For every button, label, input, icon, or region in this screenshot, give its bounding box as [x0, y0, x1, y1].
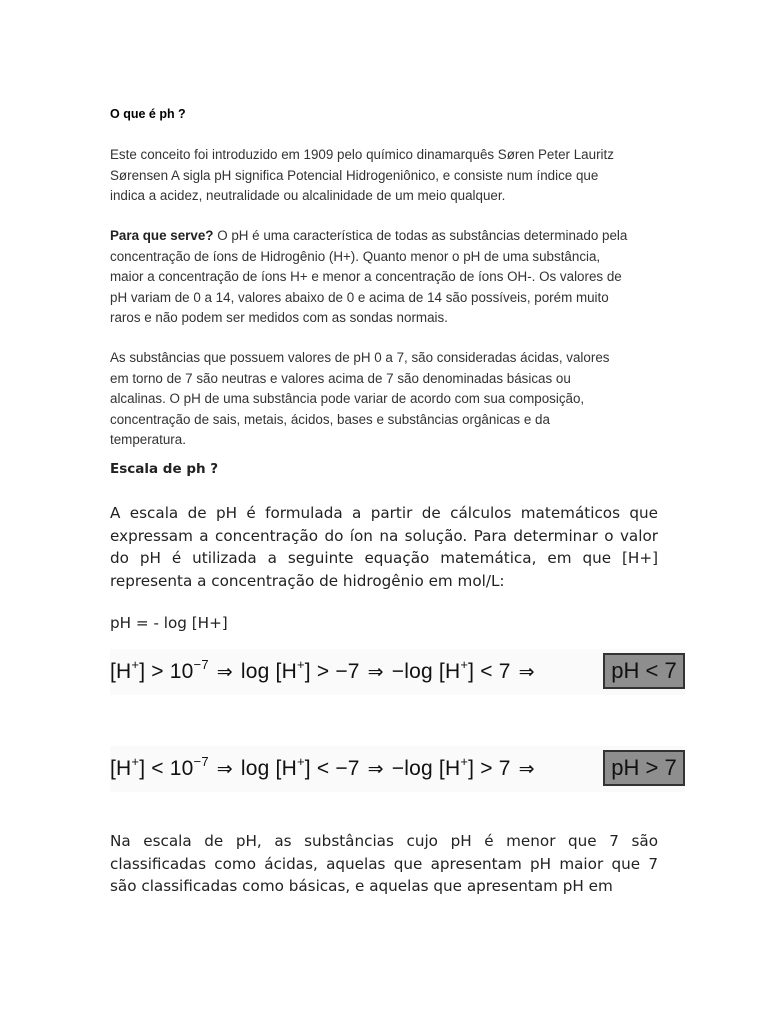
- implies-arrow: ⇒: [216, 662, 233, 683]
- text-line: em torno de 7 são neutras e valores acima de 7 são denominadas básicas ou: [110, 370, 571, 386]
- formula-base: [110, 746, 685, 792]
- implies-arrow: ⇒: [367, 662, 384, 683]
- text-line: Este conceito foi introduzido em 1909 pelo químico dinamarquês Søren Peter Lauritz: [110, 147, 614, 162]
- text-line: O pH é uma característica de todas as substâncias determinado pela: [213, 228, 628, 243]
- formula-expression: $[H^+] < 10^{-7}$ ⇒ log [H+] < −7 ⇒ −log [H+] > 7 ⇒: [110, 754, 535, 780]
- text-line: alcalinas. O pH de uma substância pode variar de acordo com sua composição,: [110, 391, 585, 406]
- text-line: indica a acidez, neutralidade ou alcalinidade de um meio qualquer.: [110, 188, 506, 203]
- formula-acid: [110, 649, 685, 695]
- text-line: concentração de íons de Hidrogênio (H+). Quanto menor o pH de uma substância,: [110, 248, 601, 264]
- text-line: raros e não podem ser medidos com as sondas normais.: [110, 310, 448, 325]
- text-line: pH variam de 0 a 14, valores abaixo de 0 e acima de 14 são possíveis, porém muito: [110, 289, 609, 305]
- section-title-what-is-ph: O que é ph ?: [110, 107, 186, 121]
- implies-arrow: ⇒: [216, 759, 233, 780]
- ph-equation: pH = - log [H+]: [110, 614, 228, 632]
- text-line: maior a concentração de íons H+ e menor a concentração de íons OH-. Os valores de: [110, 269, 622, 284]
- result-box-base: pH > 7: [603, 750, 685, 786]
- text-line: temperatura.: [110, 432, 186, 447]
- classification-paragraph: Na escala de pH, as substâncias cujo pH é menor que 7 são classificadas como ácidas, aquelas que apresentam pH maior que 7 são classificadas como básicas, e aquelas que apresentam pH em: [110, 832, 658, 895]
- implies-arrow: ⇒: [518, 759, 535, 780]
- section-title-ph-scale: Escala de ph ?: [110, 461, 219, 477]
- text-line: As substâncias que possuem valores de pH 0 a 7, são consideradas ácidas, valores: [110, 350, 610, 365]
- scale-paragraph: A escala de pH é formulada a partir de cálculos matemáticos que expressam a concentração do íon na solução. Para determinar o valor do pH é utilizada a seguinte equação matemática, em que [H+] representa a concentração de hidrogênio em mol/L:: [110, 504, 658, 590]
- text-line: Sørensen A sigla pH significa Potencial Hidrogeniônico, e consiste num índice que: [110, 167, 599, 183]
- implies-arrow: ⇒: [367, 759, 384, 780]
- intro-paragraph: [110, 145, 650, 207]
- result-box-acid: pH < 7: [603, 653, 685, 689]
- formula-expression: $[H^+] > 10^{-7}$ ⇒ log [H+] > −7 ⇒ −log [H+] < 7 ⇒: [110, 657, 535, 683]
- acid-base-paragraph: [110, 348, 650, 451]
- purpose-lead: Para que serve?: [110, 228, 214, 243]
- implies-arrow: ⇒: [518, 662, 535, 683]
- purpose-paragraph: [110, 226, 650, 329]
- text-line: concentração de sais, metais, ácidos, bases e substâncias orgânicas e da: [110, 411, 550, 427]
